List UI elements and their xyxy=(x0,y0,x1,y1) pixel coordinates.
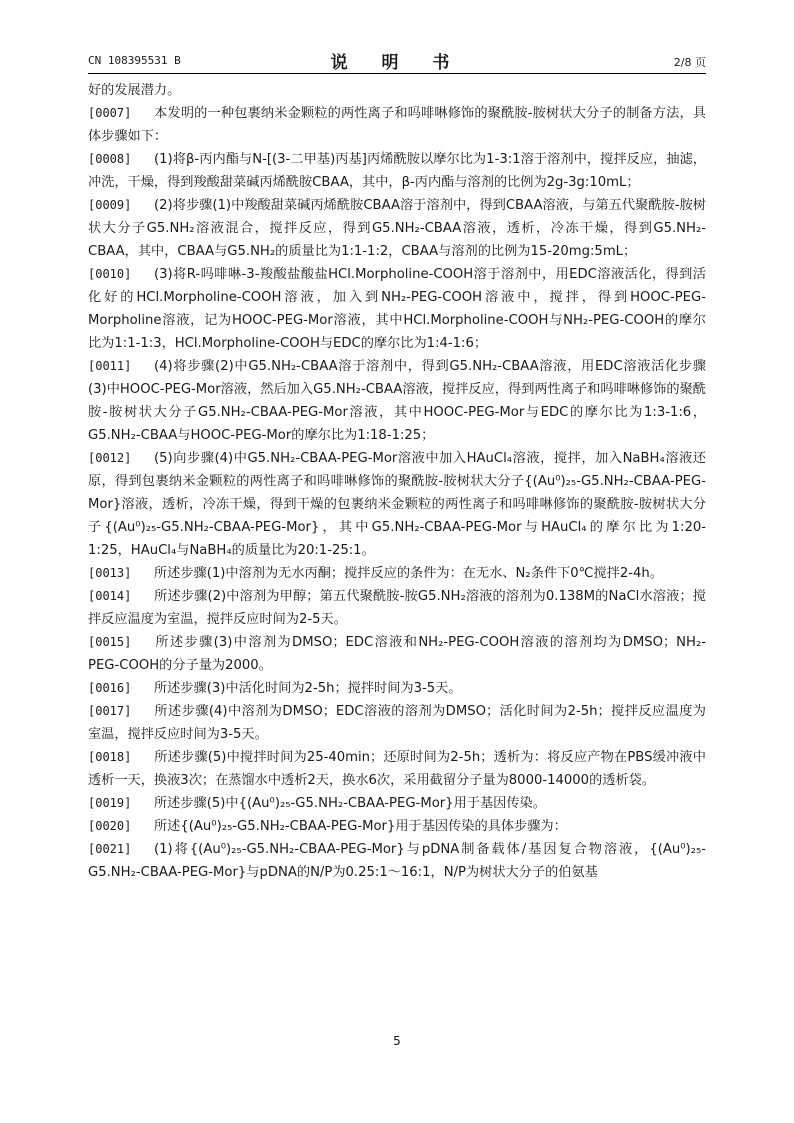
paragraph xyxy=(88,631,706,677)
paragraph xyxy=(88,746,706,792)
paragraph-tag: [0012] xyxy=(88,451,132,465)
paragraph xyxy=(88,148,706,194)
paragraph-text: 本发明的一种包裹纳米金颗粒的两性离子和吗啡啉修饰的聚酰胺-胺树状大分子的制备方法，具体步骤如下： xyxy=(88,106,706,144)
paragraph-continuation xyxy=(88,79,706,102)
paragraph-tag: [0008] xyxy=(88,152,132,166)
patent-number: CN 108395531 B xyxy=(88,54,181,67)
paragraph-tag: [0017] xyxy=(88,704,132,718)
header-divider xyxy=(88,73,706,74)
paragraph xyxy=(88,677,706,700)
document-type-title: 说 明 书 xyxy=(330,53,464,73)
paragraph-tag: [0009] xyxy=(88,198,132,212)
paragraph-text: 所述步骤(3)中活化时间为2-5h；搅拌时间为3-5天。 xyxy=(154,681,462,696)
paragraph-text: (3)将R-吗啡啉-3-羧酸盐酸盐HCl.Morpholine-COOH溶于溶剂中，用EDC溶液活化，得到活化好的HCl.Morpholine-COOH溶液，加入到NH₂-PEG-COOH溶液中，搅拌，得到HOOC-PEG-Morpholine溶液，记为HOOC-PEG-Mor溶液，其中HCl.Morpholine-COOH与NH₂-PEG-COOH的摩尔比为1:1-1:3，HCl.Morpholine-COOH与EDC的摩尔比为1:4-1:6； xyxy=(88,267,706,351)
paragraph-text: (5)向步骤(4)中G5.NH₂-CBAA-PEG-Mor溶液中加入HAuCl₄溶液，搅拌，加入NaBH₄溶液还原，得到包裹纳米金颗粒的两性离子和吗啡啉修饰的聚酰胺-胺树状大分子{(Au⁰)₂₅-G5.NH₂-CBAA-PEG-Mor}溶液，透析，冷冻干燥，得到干燥的包裹纳米金颗粒的两性离子和吗啡啉修饰的聚酰胺-胺树状大分子{(Au⁰)₂₅-G5.NH₂-CBAA-PEG-Mor}，其中G5.NH₂-CBAA-PEG-Mor与HAuCl₄的摩尔比为1:20-1:25，HAuCl₄与NaBH₄的质量比为20:1-25:1。 xyxy=(88,451,706,558)
paragraph-text: 所述步骤(2)中溶剂为甲醇；第五代聚酰胺-胺G5.NH₂溶液的溶剂为0.138M的NaCl水溶液；搅拌反应温度为室温，搅拌反应时间为2-5天。 xyxy=(88,589,706,627)
paragraph xyxy=(88,700,706,746)
paragraph-tag: [0013] xyxy=(88,566,132,580)
paragraph-text: 好的发展潜力。 xyxy=(88,83,181,98)
paragraph-tag: [0007] xyxy=(88,106,132,120)
paragraph-text: 所述步骤(3)中溶剂为DMSO；EDC溶液和NH₂-PEG-COOH溶液的溶剂均为DMSO；NH₂-PEG-COOH的分子量为2000。 xyxy=(88,635,706,673)
paragraph-tag: [0019] xyxy=(88,796,132,810)
page-number: 5 xyxy=(393,1034,401,1048)
paragraph-tag: [0015] xyxy=(88,635,132,649)
paragraph-text: (1)将β-丙内酯与N-[(3-二甲基)丙基]丙烯酰胺以摩尔比为1-3:1溶于溶剂中，搅拌反应，抽滤，冲洗，干燥，得到羧酸甜菜碱丙烯酰胺CBAA，其中，β-丙内酯与溶剂的比例为2g-3g:10mL； xyxy=(88,152,706,190)
paragraph-text: (1)将{(Au⁰)₂₅-G5.NH₂-CBAA-PEG-Mor}与pDNA制备载体/基因复合物溶液，{(Au⁰)₂₅-G5.NH₂-CBAA-PEG-Mor}与pDNA的N/P为0.25:1～16:1，N/P为树状大分子的伯氨基 xyxy=(88,842,706,880)
paragraph xyxy=(88,355,706,447)
paragraph-tag: [0010] xyxy=(88,267,132,281)
paragraph-text: (4)将步骤(2)中G5.NH₂-CBAA溶于溶剂中，得到G5.NH₂-CBAA溶液，用EDC溶液活化步骤(3)中HOOC-PEG-Mor溶液，然后加入G5.NH₂-CBAA溶液，搅拌反应，得到两性离子和吗啡啉修饰的聚酰胺-胺树状大分子G5.NH₂-CBAA-PEG-Mor溶液，其中HOOC-PEG-Mor与EDC的摩尔比为1:3-1:6，G5.NH₂-CBAA与HOOC-PEG-Mor的摩尔比为1:18-1:25； xyxy=(88,359,706,443)
paragraph-text: 所述步骤(1)中溶剂为无水丙酮；搅拌反应的条件为：在无水、N₂条件下0℃搅拌2-4h。 xyxy=(154,566,663,581)
paragraph-tag: [0011] xyxy=(88,359,132,373)
paragraph xyxy=(88,815,706,838)
paragraph-text: 所述步骤(5)中搅拌时间为25-40min；还原时间为2-5h；透析为：将反应产物在PBS缓冲液中透析一天，换液3次；在蒸馏水中透析2天，换水6次，采用截留分子量为8000-14000的透析袋。 xyxy=(88,750,706,788)
paragraph-text: (2)将步骤(1)中羧酸甜菜碱丙烯酰胺CBAA溶于溶剂中，得到CBAA溶液，与第五代聚酰胺-胺树状大分子G5.NH₂溶液混合，搅拌反应，得到G5.NH₂-CBAA溶液，透析，冷冻干燥，得到G5.NH₂-CBAA，其中，CBAA与G5.NH₂的质量比为1:1-1:2，CBAA与溶剂的比例为15-20mg:5mL； xyxy=(88,198,706,259)
paragraph xyxy=(88,838,706,884)
paragraph-tag: [0018] xyxy=(88,750,132,764)
paragraph-tag: [0020] xyxy=(88,819,132,833)
paragraph xyxy=(88,792,706,815)
paragraph-tag: [0016] xyxy=(88,681,132,695)
paragraph xyxy=(88,585,706,631)
paragraph xyxy=(88,447,706,562)
paragraph-text: 所述{(Au⁰)₂₅-G5.NH₂-CBAA-PEG-Mor}用于基因传染的具体步骤为： xyxy=(154,819,567,834)
paragraph xyxy=(88,263,706,355)
paragraph xyxy=(88,102,706,148)
paragraph-tag: [0014] xyxy=(88,589,132,603)
paragraph xyxy=(88,562,706,585)
page-header xyxy=(88,48,706,74)
page-info: 2/8 页 xyxy=(673,56,706,69)
paragraph-text: 所述步骤(5)中{(Au⁰)₂₅-G5.NH₂-CBAA-PEG-Mor}用于基因传染。 xyxy=(154,796,546,811)
paragraph-tag: [0021] xyxy=(88,842,132,856)
paragraph xyxy=(88,194,706,263)
document-body xyxy=(88,79,706,884)
paragraph-text: 所述步骤(4)中溶剂为DMSO；EDC溶液的溶剂为DMSO；活化时间为2-5h；搅拌反应温度为室温，搅拌反应时间为3-5天。 xyxy=(88,704,706,742)
